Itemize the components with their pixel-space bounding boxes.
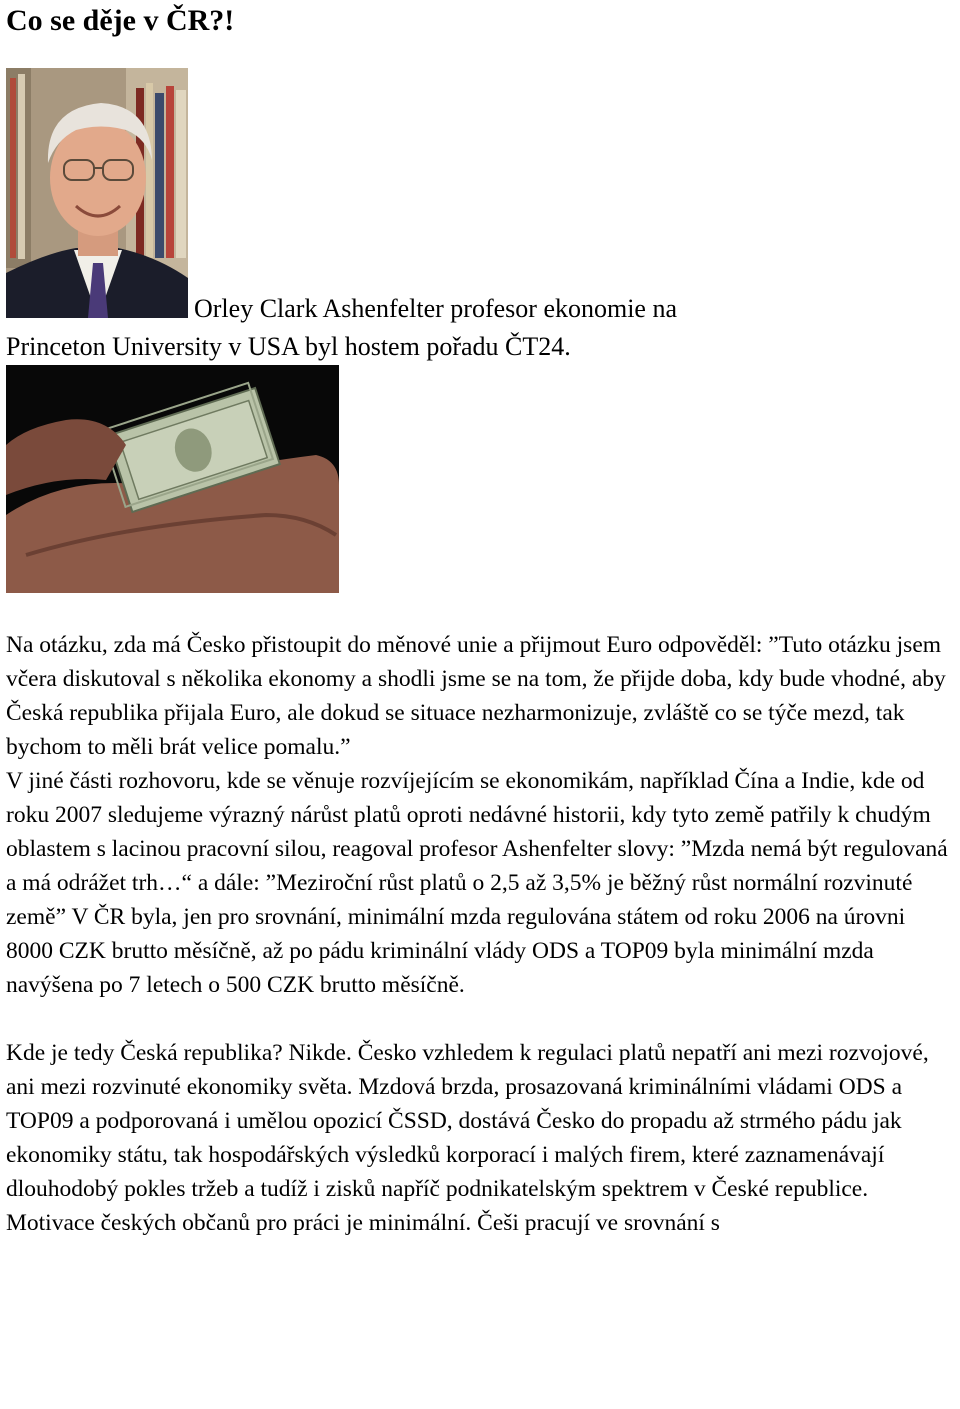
paragraph-czech-situation: Kde je tedy Česká republika? Nikde. Česko vzhledem k regulaci platů nepatří ani mezi rozvojové, ani mezi rozvinuté ekonomiky světa. Mzdová brzda, prosazovaná kriminálními vládami ODS a TOP09 a podporovaná i umělou opozicí ČSSD, dostává Česko do propadu až strmého pádu jak ekonomiky státu, tak hospodářských výsledků korporací i malých firem, které zaznamenávají dlouhodobý pokles tržeb a tudíž i zisků napříč podnikatelským spektrem v České republice. [6,1040,929,1202]
money-illustration [6,365,339,593]
paragraph-motivation: Motivace českých občanů pro práci je minimální. Češi pracují ve srovnání s [6,1210,720,1236]
paragraph-spacer [6,1002,956,1036]
caption-line-2: Princeton University v USA byl hostem pořadu ČT24. [6,332,571,361]
paragraph-wages-comparison: V jiné části rozhovoru, kde se věnuje rozvíjejícím se ekonomikám, například Čína a Indie, kde od roku 2007 sledujeme výrazný nárůst platů oproti nedávné historii, kdy tyto země patřily k chudým oblastem s lacinou pracovní silou, reagoval profesor Ashenfelter slovy: ”Mzda nemá být regulovaná a má odrážet trh…“ a dále: ”Meziroční růst platů o 2,5 až 3,5% je běžný růst normální rozvinuté země” V ČR byla, jen pro srovnání, minimální mzda regulována státem od roku 2006 na úrovni 8000 CZK brutto měsíčně, až po pádu kriminální vlády ODS a TOP09 byla minimální mzda navýšena po 7 letech o 500 CZK brutto měsíčně. [6,768,948,998]
paragraph-interview-answer: Na otázku, zda má Česko přistoupit do měnové unie a přijmout Euro odpověděl: ”Tuto otázku jsem včera diskutoval s několika ekonomy a shodli jsme se na tom, že přijde doba, kdy bude vhodné, aby Česká republika přijala Euro, ale dokud se situace nezharmonizuje, zvláště co se týče mezd, tak bychom to měli brát velice pomalu.” [6,632,946,760]
money-photo [6,365,339,593]
portrait-illustration [6,68,188,318]
caption-line-1: Orley Clark Ashenfelter profesor ekonomie na [194,294,678,323]
page-title: Co se děje v ČR?! [6,4,235,37]
article-body [6,628,956,1240]
photo-caption [6,290,946,366]
portrait-photo [6,68,188,318]
